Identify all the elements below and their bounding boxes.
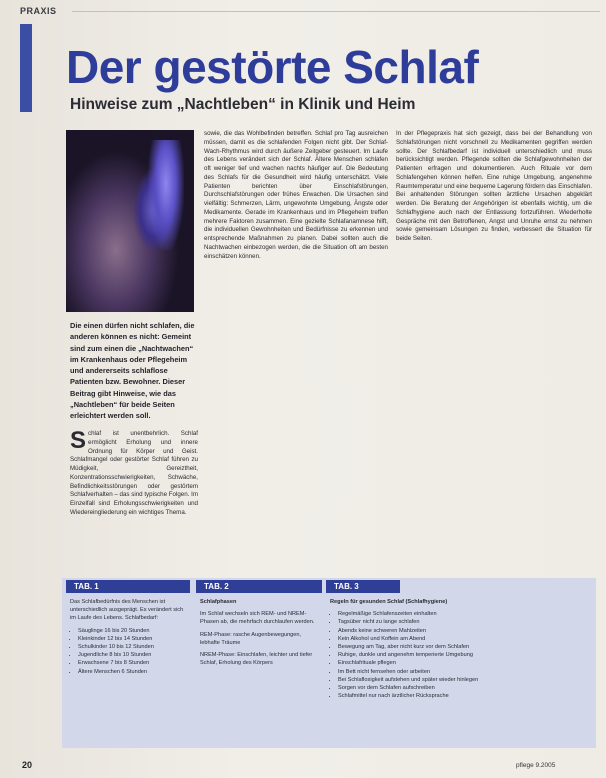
list-item: • Schlafmittel nur nach ärztlicher Rücksprache — [338, 692, 592, 700]
body-column-3 — [396, 130, 592, 244]
article-lead: Die einen dürfen nicht schlafen, die anderen können es nicht: Gemeint sind zum einen die „Nachtwachen“ im Krankenhaus oder Pflegeheim und andererseits schlaflose Patienten bzw. Bewohner. Dieser Beitrag gibt Hinweise, wie das „Nachtleben“ für beide Seiten erleichtert werden soll. — [70, 321, 195, 421]
table-1-label: TAB. 1 — [66, 580, 190, 593]
list-item: • Kleinkinder 12 bis 14 Stunden — [78, 635, 188, 643]
body-column-2 — [204, 130, 388, 261]
drop-cap: S — [70, 427, 87, 454]
list-item: • Bei Schlaflosigkeit aufstehen und später wieder hinlegen — [338, 676, 592, 684]
body-text-1: chlaf ist unentbehrlich. Schlaf ermöglicht Erholung und innere Ordnung für Körper und Geist. Schlafmangel oder gestörter Schlaf führen zu Müdigkeit, Gereiztheit, Konzentrationsschwierigkeiten, Schwäche, Befindlichkeitsstörungen oder gestörtem Schlafverhalten – das sind typische Folgen. Im Einzelfall sind Erholungsschwierigkeiten und Wiedereingliederung ein wichtiges Thema. — [70, 430, 198, 516]
article-title: Der gestörte Schlaf — [66, 41, 479, 93]
table-2-label: TAB. 2 — [196, 580, 322, 593]
body-text-2: sowie, die das Wohlbefinden betreffen. Schlaf pro Tag ausreichen müssen, damit es die schlafenden Folgen nicht gibt. Der Schlaf-Wach-Rhythmus wird durch äußere Zeitgeber gesteuert. Im Laufe des Lebens verändert sich der Schlaf. Ältere Menschen schlafen oft weniger tief und wachen nachts häufiger auf. Die Bedeutung des Schlafs für die Gesundheit wird häufig unterschätzt. Viele Patienten berichten über Einschlafstörungen, Durchschlafstörungen oder frühes Erwachen. Die Ursachen sind vielfältig: Schmerzen, Lärm, ungewohnte Umgebung, Ängste oder Medikamente. Gerade im Krankenhaus und im Pflegeheim treffen mehrere Faktoren zusammen. Eine gezielte Schlafanamnese hilft, die individuellen Gewohnheiten und Bedürfnisse zu erkennen und entsprechende Maßnahmen zu planen. Dabei sollten auch die Nachtwachen einbezogen werden, die die Situation oft am besten einschätzen können. — [204, 130, 388, 260]
table-2-nrem: NREM-Phase: Einschlafen, leichter und tiefer Schlaf, Erholung des Körpers — [200, 652, 313, 667]
list-item: • Erwachsene 7 bis 8 Stunden — [78, 659, 188, 667]
list-item: • Kein Alkohol und Koffein am Abend — [338, 635, 592, 643]
list-item: • Säuglinge 16 bis 20 Stunden — [78, 627, 188, 635]
section-kicker: PRAXIS — [20, 6, 57, 16]
article-subtitle: Hinweise zum „Nachtleben“ in Klinik und Heim — [70, 96, 416, 113]
photo-light-streak — [148, 140, 184, 250]
table-1 — [70, 598, 188, 676]
kicker-rule — [72, 11, 600, 12]
header-accent-bar — [20, 24, 32, 112]
table-2-rem: REM-Phase: rasche Augenbewegungen, lebhafte Träume — [200, 631, 302, 646]
page-number: 20 — [22, 760, 33, 770]
list-item: • Bewegung am Tag, aber nicht kurz vor dem Schlafen — [338, 643, 592, 651]
list-item: • Sorgen vor dem Schlafen aufschreiben — [338, 684, 592, 692]
list-item: • Ältere Menschen 6 Stunden — [78, 668, 188, 676]
table-3-label: TAB. 3 — [326, 580, 400, 593]
list-item: • Ruhige, dunkle und angenehm temperierte Umgebung — [338, 651, 592, 659]
list-item: • Regelmäßige Schlafenszeiten einhalten — [338, 610, 592, 618]
table-1-list — [70, 627, 188, 676]
list-item: • Jugendliche 8 bis 10 Stunden — [78, 651, 188, 659]
table-3 — [330, 598, 592, 700]
list-item: • Einschlafrituale pflegen — [338, 659, 592, 667]
list-item: • Im Bett nicht fernsehen oder arbeiten — [338, 668, 592, 676]
table-3-list — [330, 610, 592, 700]
table-1-intro: Das Schlafbedürfnis des Menschen ist unterschiedlich ausgeprägt. Es verändert sich im Laufe des Lebens. Schlafbedarf: — [70, 599, 184, 622]
list-item: • Tagsüber nicht zu lange schlafen — [338, 618, 592, 626]
list-item: • Abends keine schweren Mahlzeiten — [338, 627, 592, 635]
body-text-3: In der Pflegepraxis hat sich gezeigt, dass bei der Behandlung von Schlafstörungen nicht vorschnell zu Medikamenten gegriffen werden sollte. Der Schlafbedarf ist individuell unterschiedlich und muss berücksichtigt werden. Pflegende sollten die Schlafgewohnheiten der Patienten erfragen und dokumentieren. Auch Rituale vor dem Schlafengehen können helfen. Eine ruhige Umgebung, angenehme Raumtemperatur und eine bequeme Lagerung fördern das Einschlafen. Bei anhaltenden Störungen sollten ärztliche Ursachen abgeklärt werden. Die Beratung der Angehörigen ist ebenfalls wichtig, um die Schlafhygiene auch nach der Entlassung fortzuführen. Wiederholte Gespräche mit den Betroffenen, Angst und Unruhe ernst zu nehmen sowie gemeinsam Lösungen zu finden, verbessert die Situation für beide Seiten. — [396, 130, 592, 242]
table-2-intro: Im Schlaf wechseln sich REM- und NREM-Phasen ab, die mehrfach durchlaufen werden. — [200, 611, 315, 626]
table-3-heading: Regeln für gesunden Schlaf (Schlafhygiene) — [330, 599, 448, 605]
table-2 — [200, 598, 318, 671]
issue-info: pflege 9.2005 — [516, 762, 556, 769]
body-column-1 — [70, 427, 198, 518]
table-2-heading: Schlafphasen — [200, 599, 237, 605]
list-item: • Schulkinder 10 bis 12 Stunden — [78, 643, 188, 651]
